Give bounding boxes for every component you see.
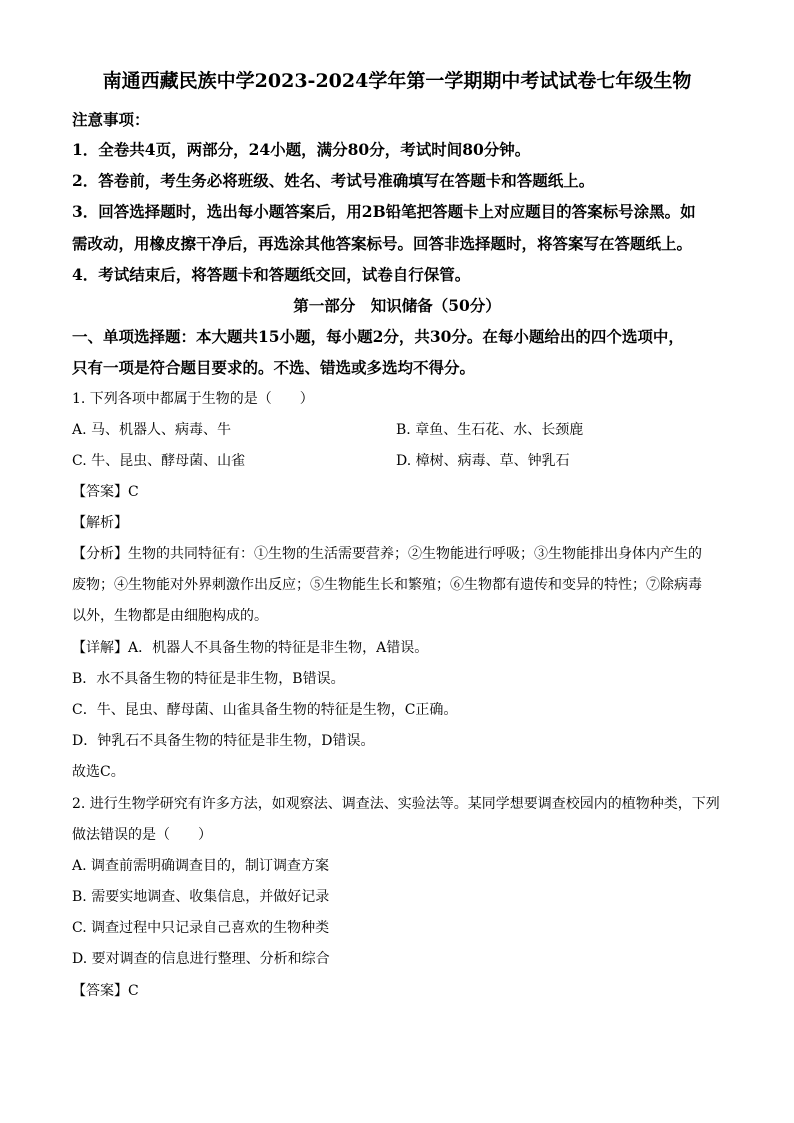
question-1-option-a: A. 马、机器人、病毒、牛 <box>72 422 232 438</box>
question-1-detail-line: B．水不具备生物的特征是非生物，B错误。 <box>72 671 345 687</box>
section-heading: 一、单项选择题：本大题共15小题，每小题2分，共30分。在每小题给出的四个选项中， <box>72 327 684 346</box>
question-2-option-c: C. 调查过程中只记录自己喜欢的生物种类 <box>72 920 330 936</box>
question-2-option-a: A. 调查前需明确调查目的，制订调查方案 <box>72 858 330 874</box>
question-1-analysis-line: 废物；④生物能对外界刺激作出反应；⑤生物能生长和繁殖；⑥生物都有遗传和变异的特性；⑦除病毒 <box>72 577 702 593</box>
notice-item: 2．答卷前，考生务必将班级、姓名、考试号准确填写在答题卡和答题纸上。 <box>72 171 595 190</box>
notice-item: 1．全卷共4页，两部分，24小题，满分80分，考试时间80分钟。 <box>72 140 531 159</box>
question-2-stem: 做法错误的是（ ） <box>72 827 212 843</box>
question-1-analysis-line: 以外，生物都是由细胞构成的。 <box>72 608 268 624</box>
notice-heading: 注意事项： <box>72 110 150 129</box>
notice-item: 3．回答选择题时，选出每小题答案后，用2B铅笔把答题卡上对应题目的答案标号涂黑。如 <box>72 202 696 221</box>
question-2-stem: 2. 进行生物学研究有许多方法，如观察法、调查法、实验法等。某同学想要调查校园内的植物种类，下列 <box>72 796 720 812</box>
page-title: 南通西藏民族中学2023-2024学年第一学期期中考试试卷七年级生物 <box>102 70 692 92</box>
question-1-analysis-label: 【解析】 <box>72 515 128 531</box>
question-1-conclusion: 故选C。 <box>72 764 125 780</box>
question-2-option-b: B. 需要实地调查、收集信息，并做好记录 <box>72 889 330 905</box>
notice-item: 4．考试结束后，将答题卡和答题纸交回，试卷自行保管。 <box>72 265 471 284</box>
question-1-detail-line: D．钟乳石不具备生物的特征是非生物，D错误。 <box>72 733 375 749</box>
question-1-detail-line: 【详解】A．机器人不具备生物的特征是非生物，A错误。 <box>72 640 429 656</box>
question-2-option-d: D. 要对调查的信息进行整理、分析和综合 <box>72 951 330 967</box>
question-1-analysis-line: 【分析】生物的共同特征有：①生物的生活需要营养；②生物能进行呼吸；③生物能排出身体内产生的 <box>72 546 702 562</box>
question-1-detail-line: C．牛、昆虫、酵母菌、山雀具备生物的特征是生物，C正确。 <box>72 702 458 718</box>
question-1-option-c: C. 牛、昆虫、酵母菌、山雀 <box>72 453 246 469</box>
part-heading: 第一部分 知识储备（50分） <box>293 296 501 315</box>
question-2-answer: 【答案】C <box>72 983 139 999</box>
section-heading: 只有一项是符合题目要求的。不选、错选或多选均不得分。 <box>72 358 476 377</box>
question-1-answer: 【答案】C <box>72 484 139 500</box>
question-1-option-d: D. 樟树、病毒、草、钟乳石 <box>396 453 570 469</box>
question-1-option-b: B. 章鱼、生石花、水、长颈鹿 <box>396 422 584 438</box>
question-1-stem: 1. 下列各项中都属于生物的是（ ） <box>72 391 314 407</box>
notice-item: 需改动，用橡皮擦干净后，再选涂其他答案标号。回答非选择题时，将答案写在答题纸上。 <box>72 234 693 253</box>
